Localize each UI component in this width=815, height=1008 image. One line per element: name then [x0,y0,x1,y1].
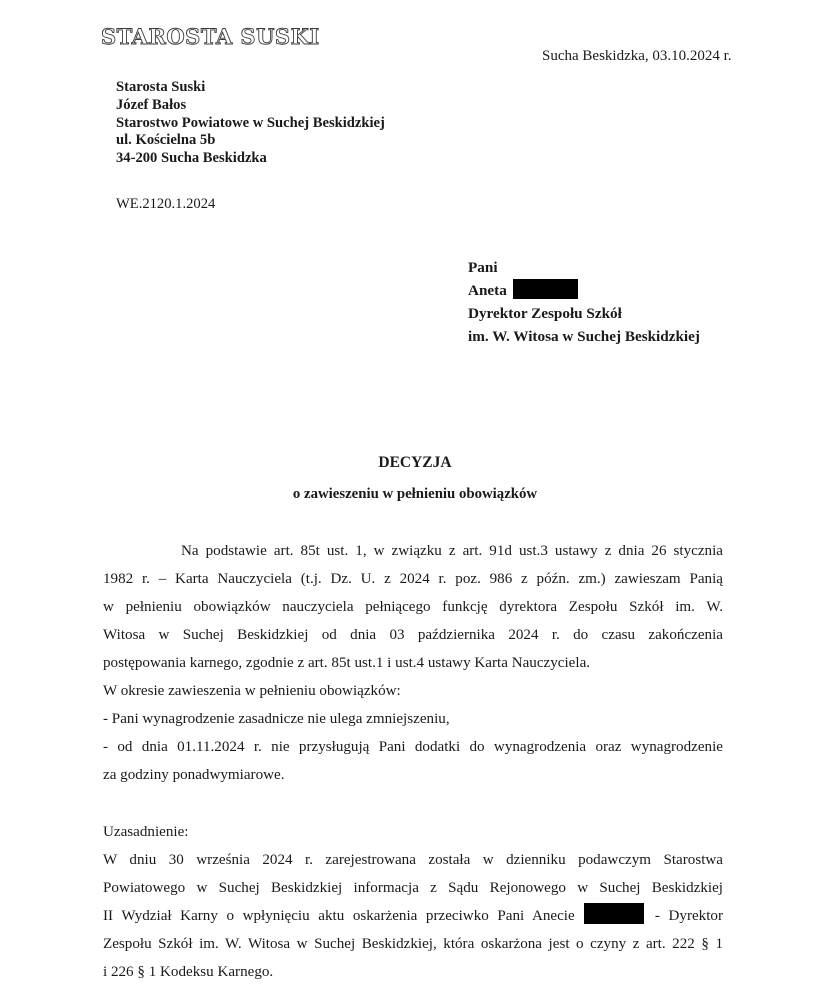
justification-line [103,902,723,930]
justification-text: - Dyrektor [654,908,723,924]
recipient-line: im. W. Witosa w Suchej Beskidzkiej [468,328,700,345]
justification-line: Powiatowego w Suchej Beskidzkiej informacja z Sądu Rejonowego w Suchej Beskidzkiej [103,880,723,896]
stamp-header: STAROSTA SUSKI [101,24,320,49]
justification-line: Zespołu Szkół im. W. Witosa w Suchej Beskidzkiej, która oskarżona jest o czyny z art. 222 § 1 [103,936,723,952]
body-line: W okresie zawieszenia w pełnieniu obowiązków: [103,683,401,699]
sender-line: Starostwo Powiatowe w Suchej Beskidzkiej [116,114,385,131]
decision-title: DECYZJA [378,454,452,471]
sender-line: Starosta Suski [116,79,206,95]
body-line: 1982 r. – Karta Nauczyciela (t.j. Dz. U. z 2024 r. poz. 986 z późn. zm.) zawieszam Panią [103,571,723,587]
justification-line: i 226 § 1 Kodeksu Karnego. [103,964,274,980]
justification-text: II Wydział Karny o wpłynięciu aktu oskarżenia przeciwko Pani Anecie [103,908,575,924]
body-line: postępowania karnego, zgodnie z art. 85t ust.1 i ust.4 ustawy Karta Nauczyciela. [103,655,591,671]
body-line: Na podstawie art. 85t ust. 1, w związku z art. 91d ust.3 ustawy z dnia 26 stycznia [181,543,723,559]
body-line: - Pani wynagrodzenie zasadnicze nie ulega zmniejszeniu, [103,711,450,727]
sender-block [116,79,385,168]
sender-line: 34-200 Sucha Beskidzka [116,150,267,167]
case-reference: WE.2120.1.2024 [116,196,216,212]
justification-section [103,818,723,986]
decision-subtitle: o zawieszeniu w pełnieniu obowiązków [292,486,538,502]
sender-line: ul. Kościelna 5b [116,132,216,149]
body-line: - od dnia 01.11.2024 r. nie przysługują Pani dodatki do wynagrodzenia oraz wynagrodzenie [103,739,723,755]
redaction-box [584,903,644,924]
place-and-date: Sucha Beskidzka, 03.10.2024 r. [542,48,732,64]
body-line: w pełnieniu obowiązków nauczyciela pełniącego funkcję dyrektora Zespołu Szkół im. W. [103,599,723,615]
redaction-box [513,279,578,299]
recipient-line: Dyrektor Zespołu Szkół [468,305,622,322]
justification-line: W dniu 30 września 2024 r. zarejestrowana została w dzienniku podawczym Starostwa [103,852,723,868]
body-line: Witosa w Suchej Beskidzkiej od dnia 03 października 2024 r. do czasu zakończenia [103,627,723,643]
recipient-block [468,256,700,348]
recipient-salutation: Pani [468,259,498,276]
body-line: za godziny ponadwymiarowe. [103,767,285,783]
justification-heading: Uzasadnienie: [103,824,189,840]
sender-line: Józef Bałos [116,96,187,113]
recipient-name-line [468,279,700,302]
decision-body [103,537,723,789]
recipient-first-name: Aneta [468,282,507,299]
